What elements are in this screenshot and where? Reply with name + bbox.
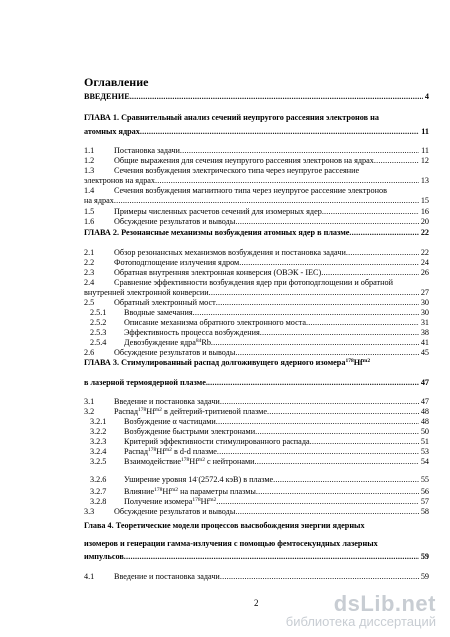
toc-entry-text: 3.2.4 $Распад^{178}Hf^{m2}$ в d-d плазме [84,447,217,457]
dot-leader [256,487,419,497]
toc-entry [84,358,429,368]
dot-leader [306,318,419,328]
dot-leader [216,298,419,308]
toc-entry-number: 2.4 [84,278,95,287]
toc-entry-number: 2.5.2 [90,318,107,327]
toc-entry [84,328,429,338]
toc-entry [84,397,429,407]
toc-entry [84,308,429,318]
watermark-subtitle: библиотека диссертаций [285,614,436,629]
toc-entry-page: 22 [420,228,429,237]
toc-entry-text: 2.2 Фотоподглощение излучения ядром [84,258,240,267]
toc-entry-page: 30 [420,298,429,307]
toc-entry-text: ГЛАВА 3. Стимулированный распад долгоживущего ядерного $изомера^{178}Hf^{m2}$ [84,358,371,367]
toc-entry [84,338,429,348]
toc-entry-page: 15 [420,196,429,205]
toc-entry [84,228,429,238]
toc-entry-number: 1.1 [84,146,95,155]
toc-entry-number: 3.2.6 [90,475,107,484]
toc-entry [84,521,429,531]
toc-entry-text: электронов на ядрах [84,176,156,185]
toc-entry-number: 1.2 [84,156,95,165]
toc-entry-page: 45 [420,348,429,357]
toc-entry-page: 38 [420,328,429,337]
toc-entry-page: 12 [420,156,429,165]
toc-entry-text: 1.4 Сечения возбуждения магнитного типа через неупругое рассеяние электронов [84,186,387,195]
dot-leader [321,268,419,278]
toc-entry-page: 48 [420,407,429,416]
toc-entry [84,437,429,447]
toc-entry-number: 3.2.2 [90,427,107,436]
toc-entry-text: 3.2.7 $Влияние^{178}Hf^{m2}$ на параметры плазмы [84,487,256,497]
toc-entry-text: на ядрах [84,196,114,205]
toc-entry-text: 2.5.4 Девозбуждение ядра$^{84}$Rb [84,338,211,348]
toc-entry-number: 2.1 [84,248,95,257]
toc-entry-number: 2.5.4 [90,338,107,347]
toc-entry [84,318,429,328]
dot-leader [216,497,419,507]
toc-entry [84,507,429,517]
toc-entry-text: 3.1 Введение и постановка задачи [84,397,220,406]
toc-entry-text: 2.3 Обратная внутренняя электронная конверсия (ОВЭК - IEC) [84,268,322,277]
toc-entry-page: 53 [420,447,429,456]
toc-entry [84,146,429,156]
toc-entry-page: 51 [420,437,429,446]
toc-entry-text: 3.2.3 Критерий эффективности стимулированного распада [84,437,310,447]
toc-entry-page: 59 [420,572,429,581]
toc-entry-text: 1.1 Постановка задачи [84,146,180,155]
toc-entry-number: 1.5 [84,207,95,216]
toc-entry [84,127,429,137]
toc-entry [84,407,429,417]
toc-entry-number: 3.2.3 [90,437,107,446]
toc-entry-number: 2.5.3 [90,328,107,337]
toc-entry-text: изомеров и генерации гамма-излучения с помощью фемтосекундных лазерных [84,539,378,548]
dot-leader [235,217,418,227]
toc-entry-page: 13 [420,176,429,185]
toc-entry-page: 20 [420,217,429,226]
toc-entry [84,207,429,217]
toc-entry-number: 2.2 [84,258,95,267]
toc-entry [84,248,429,258]
toc-entry [84,186,429,196]
toc-entry-number: 3.2.8 [90,497,107,506]
toc-entry-text: Глава 4. Теоретические модели процессов высвобождения энергии ядерных [84,521,365,530]
toc-heading: Оглавление [84,75,149,89]
dot-leader [217,447,419,457]
dot-leader [239,258,419,268]
toc-entry-text: 3.2.2 Возбуждение быстрыми электронами [84,427,255,437]
toc-entry-page: 16 [420,207,429,216]
dot-leader [114,196,419,206]
toc-entry-text: 3.3 Обсуждение результатов и выводы [84,507,236,516]
toc-entry-number: 2.5.1 [90,308,107,317]
toc-entry [84,487,429,497]
toc-entry-page: 26 [420,268,429,277]
toc-entry [84,258,429,268]
dot-leader [349,228,418,238]
toc-entry-text: ВВЕДЕНИЕ [84,92,130,101]
toc-entry-number: 4.1 [84,572,95,581]
toc-entry [84,497,429,507]
toc-entry [84,166,429,176]
toc-entry [84,217,429,227]
toc-entry [84,278,429,288]
toc-entry-text: в лазерной термоядерной плазме. [84,378,208,387]
toc-entry-page: 58 [420,507,429,516]
toc-entry [84,552,429,562]
toc-entry-text: 2.5 Обратный электронный мост [84,298,216,307]
toc-entry-number: 3.3 [84,507,95,516]
toc-entry-text: импульсов [84,552,124,561]
toc-entry [84,457,429,467]
dot-leader [155,176,419,186]
toc-entry-number: 3.2.1 [90,417,107,426]
dot-leader [322,207,419,217]
toc-entry-text: 1.3 Сечения возбуждения электрического типа через неупругое рассеяние [84,166,360,175]
dot-leader [180,146,419,156]
toc-entry-page: 22 [420,248,429,257]
toc-entry-page: 47 [420,397,429,406]
toc-entry-number: 1.4 [84,186,95,195]
toc-entry [84,288,429,298]
page-number: 2 [254,598,259,608]
dot-leader [130,92,423,102]
watermark [286,593,436,629]
dot-leader [235,348,418,358]
dot-leader [310,437,419,447]
toc-entry-number: 1.3 [84,166,95,175]
toc-entry-text: 3.2.8 Получение $изомера^{178}Hf^{m2}$ [84,497,216,507]
toc-entry-number: 3.2.4 [90,447,107,456]
toc-entry-page: 4 [424,92,429,101]
toc-entry-page: 24 [420,258,429,267]
dot-leader [208,378,419,388]
toc-entry-text: 3.2.1 Возбуждение α частицами [84,417,216,427]
toc-entry-text: 3.2.6 Уширение уровня 14-(2572.4 кэВ) в плазме [84,475,273,485]
toc-entry-text: внутренней электронной конверсии [84,288,209,297]
toc-entry-page: 56 [420,487,429,496]
toc-entry-number: 3.1 [84,397,95,406]
toc-entry-page: 50 [420,427,429,436]
toc-entry [84,427,429,437]
toc-entry-text: 3.2 $Распад^{178}Hf^{m2}$ в дейтерий-тритиевой плазме [84,407,267,416]
dot-leader [216,417,419,427]
toc-entry-text: 2.6 Обсуждение результатов и выводы [84,348,236,357]
toc-entry-number: 1.6 [84,217,95,226]
toc-entry-page: 30 [420,308,429,317]
toc-entry-number: 3.2.5 [90,457,107,466]
toc-entry [84,572,429,582]
dot-leader [211,338,419,348]
dot-leader [193,308,419,318]
dot-leader [346,248,419,258]
toc-entry-number: 2.5 [84,298,95,307]
toc-entry-text: 2.4 Сравнение эффективности возбуждения ядер при фотоподглощении и обратной [84,278,393,287]
watermark-logo: dsLib.net [333,591,436,616]
toc-entry [84,156,429,166]
toc-entry-text: ГЛАВА 2. Резонансные механизмы возбуждения атомных ядер в плазме [84,228,350,237]
toc-entry [84,196,429,206]
toc-entry-number: 3.2.7 [90,487,107,496]
toc-entry-page: 59 [420,552,429,561]
toc-entry-page: 31 [420,318,429,327]
toc-entry-text: 3.2.5 $Взаимодействие^{178}Hf^{m2}$ с нейтронами [84,457,255,467]
dot-leader [374,156,419,166]
toc-entry [84,417,429,427]
toc-entry [84,475,429,485]
toc-entry-page: 55 [420,475,429,484]
toc-entry-page: 27 [420,288,429,297]
dot-leader [255,457,419,467]
toc-entry [84,92,429,102]
toc-entry [84,268,429,278]
toc-entry-text: 2.1 Обзор резонансных механизмов возбуждения и постановка задачи [84,248,346,257]
toc-entry-page: 54 [420,457,429,466]
toc-entry-page: 47 [420,378,429,387]
dot-leader [255,427,419,437]
dot-leader [220,397,419,407]
dot-leader [267,407,419,417]
toc-entry [84,176,429,186]
toc-entry-text: 1.6 Обсуждение результатов и выводы [84,217,236,226]
toc-entry-page: 41 [420,338,429,347]
dot-leader [220,572,419,582]
toc-entry-number: 2.3 [84,268,95,277]
toc-entry [84,348,429,358]
toc-entry [84,539,429,549]
toc-entry-number: 3.2 [84,407,95,416]
toc-entry [84,113,429,123]
toc-entry-text: 4.1 Введение и постановка задачи [84,572,220,581]
toc-entry [84,298,429,308]
toc-entry-text: ГЛАВА 1. Сравнительный анализ сечений неупругого рассеяния электронов на [84,113,379,122]
toc-entry-page: 48 [420,417,429,426]
toc-entry-page: 57 [420,497,429,506]
toc-entry-text: атомных ядрах [84,127,140,136]
toc-entry-page: 11 [421,146,429,155]
toc-entry-text: 1.5 Примеры численных расчетов сечений для изомерных ядер [84,207,322,216]
toc-entry-page: 11 [421,127,429,136]
dot-leader [273,475,419,485]
dot-leader [209,288,419,298]
dot-leader [260,328,419,338]
dot-leader [124,552,419,562]
toc-entry-text: 2.5.3 Эффективность процесса возбуждения [84,328,260,338]
toc-entry [84,447,429,457]
dot-leader [235,507,418,517]
dot-leader [140,127,419,137]
toc-entry-number: 2.6 [84,348,95,357]
toc-entry-text: 2.5.1 Вводные замечания [84,308,193,318]
toc-entry [84,378,429,388]
toc-entry-text: 2.5.2 Описание механизма обратного электронного моста [84,318,306,328]
toc-entry-text: 1.2 Общие выражения для сечения неупругого рассеяния электронов на ядрах [84,156,374,165]
